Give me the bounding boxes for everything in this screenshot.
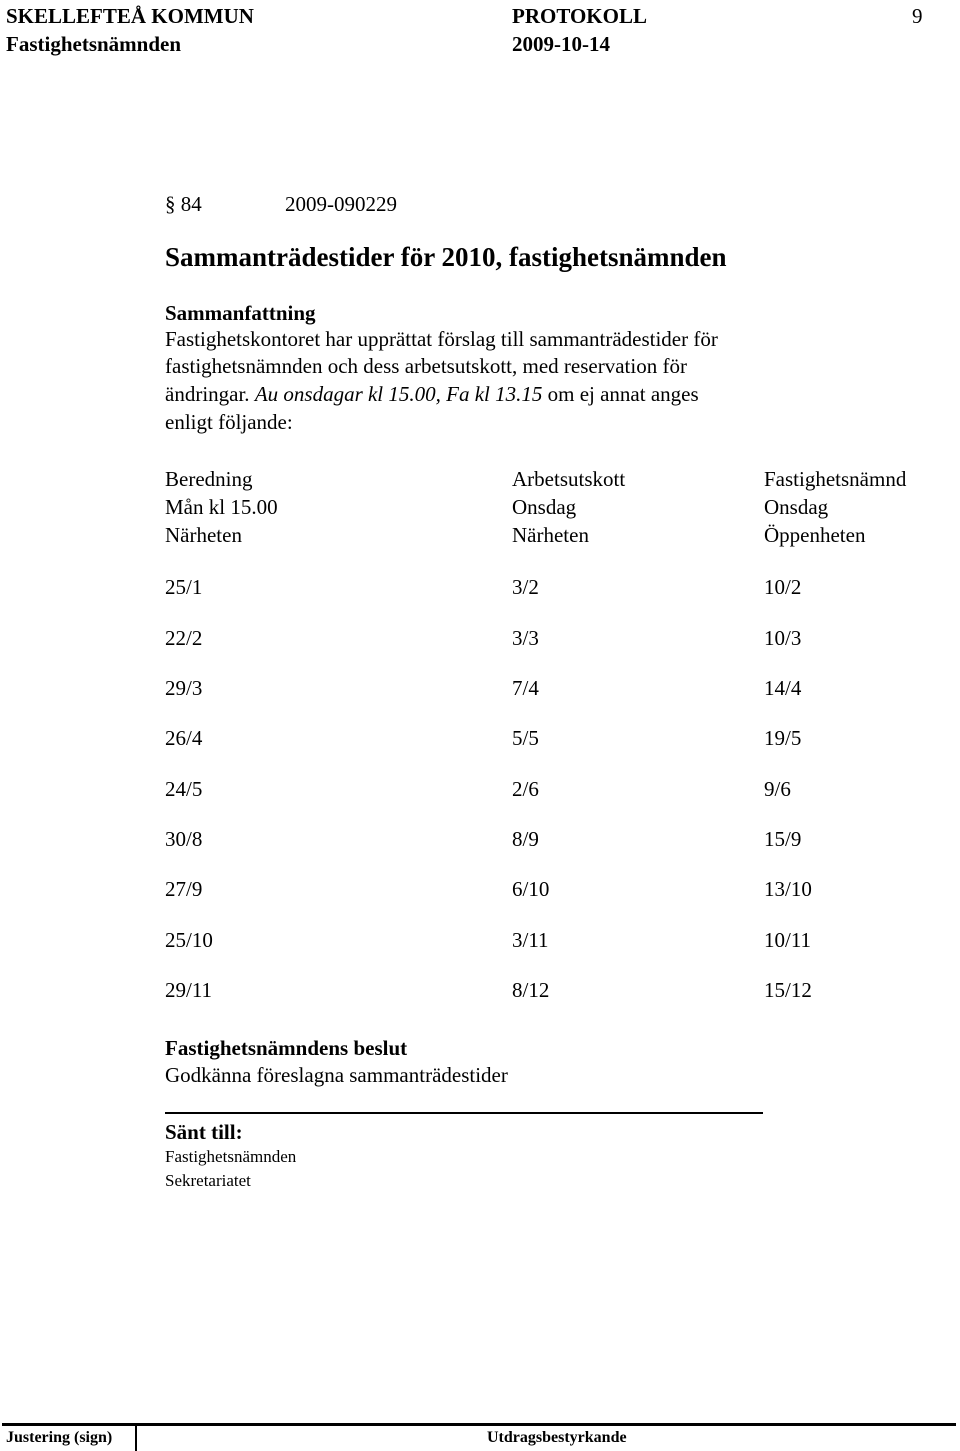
schedule-cell: 25/10 (165, 928, 213, 952)
schedule-cell: 25/1 (165, 575, 203, 599)
doc-type: PROTOKOLL (512, 4, 647, 28)
schedule-cell: 3/3 (512, 626, 539, 650)
schedule-cell: 3/2 (512, 575, 539, 599)
schedule-cell: 14/4 (764, 676, 802, 700)
schedule-cell: 9/6 (764, 777, 791, 801)
column-subheader: Onsdag (512, 495, 577, 519)
page-number: 9 (912, 4, 923, 28)
summary-line: fastighetsnämnden och dess arbetsutskott, med reservation för (165, 354, 687, 378)
summary-line: Fastighetskontoret har upprättat förslag till sammanträdestider för (165, 327, 718, 351)
schedule-cell: 27/9 (165, 877, 203, 901)
schedule-cell: 10/11 (764, 928, 812, 952)
schedule-cell: 3/11 (512, 928, 549, 952)
schedule-cell: 8/12 (512, 978, 550, 1002)
summary-text: om ej annat anges (542, 382, 699, 406)
schedule-cell: 19/5 (764, 726, 802, 750)
column-venue: Närheten (165, 523, 242, 547)
schedule-cell: 13/10 (764, 877, 812, 901)
footer-rule (2, 1423, 956, 1426)
column-subheader: Onsdag (764, 495, 829, 519)
schedule-cell: 15/9 (764, 827, 802, 851)
section-number: § 84 (165, 192, 202, 216)
schedule-cell: 26/4 (165, 726, 203, 750)
column-venue: Öppenheten (764, 523, 866, 547)
schedule-cell: 5/5 (512, 726, 539, 750)
utdrag-label: Utdragsbestyrkande (487, 1429, 627, 1446)
schedule-cell: 29/3 (165, 676, 203, 700)
schedule-cell: 30/8 (165, 827, 203, 851)
schedule-cell: 2/6 (512, 777, 539, 801)
schedule-cell: 10/3 (764, 626, 802, 650)
org-name: SKELLEFTEÅ KOMMUN (6, 4, 254, 28)
separator-line (165, 1112, 763, 1114)
schedule-cell: 10/2 (764, 575, 802, 599)
column-header-beredning: Beredning (165, 467, 253, 491)
recipient: Sekretariatet (165, 1171, 251, 1190)
protocol-date: 2009-10-14 (512, 32, 610, 56)
schedule-cell: 7/4 (512, 676, 539, 700)
signature-box-divider (135, 1426, 137, 1451)
summary-line: enligt följande: (165, 410, 293, 434)
decision-text: Godkänna föreslagna sammanträdestider (165, 1063, 508, 1087)
sent-to-heading: Sänt till: (165, 1120, 243, 1144)
case-number: 2009-090229 (285, 192, 397, 216)
schedule-cell: 15/12 (764, 978, 812, 1002)
case-title: Sammanträdestider för 2010, fastighetsnämnden (165, 242, 727, 272)
schedule-cell: 8/9 (512, 827, 539, 851)
column-venue: Närheten (512, 523, 589, 547)
recipient: Fastighetsnämnden (165, 1147, 297, 1166)
schedule-cell: 22/2 (165, 626, 203, 650)
board-name: Fastighetsnämnden (6, 32, 182, 56)
column-subheader: Mån kl 15.00 (165, 495, 278, 519)
schedule-cell: 6/10 (512, 877, 550, 901)
column-header-arbetsutskott: Arbetsutskott (512, 467, 626, 491)
decision-heading: Fastighetsnämndens beslut (165, 1036, 408, 1060)
column-header-fastighetsnamnd: Fastighetsnämnd (764, 467, 907, 491)
summary-line (165, 382, 699, 407)
summary-text: ändringar. (165, 382, 255, 406)
meeting-times: Au onsdagar kl 15.00, Fa kl 13.15 (254, 382, 543, 406)
summary-heading: Sammanfattning (165, 301, 316, 325)
schedule-cell: 24/5 (165, 777, 203, 801)
justering-label: Justering (sign) (6, 1429, 113, 1446)
schedule-cell: 29/11 (165, 978, 213, 1002)
